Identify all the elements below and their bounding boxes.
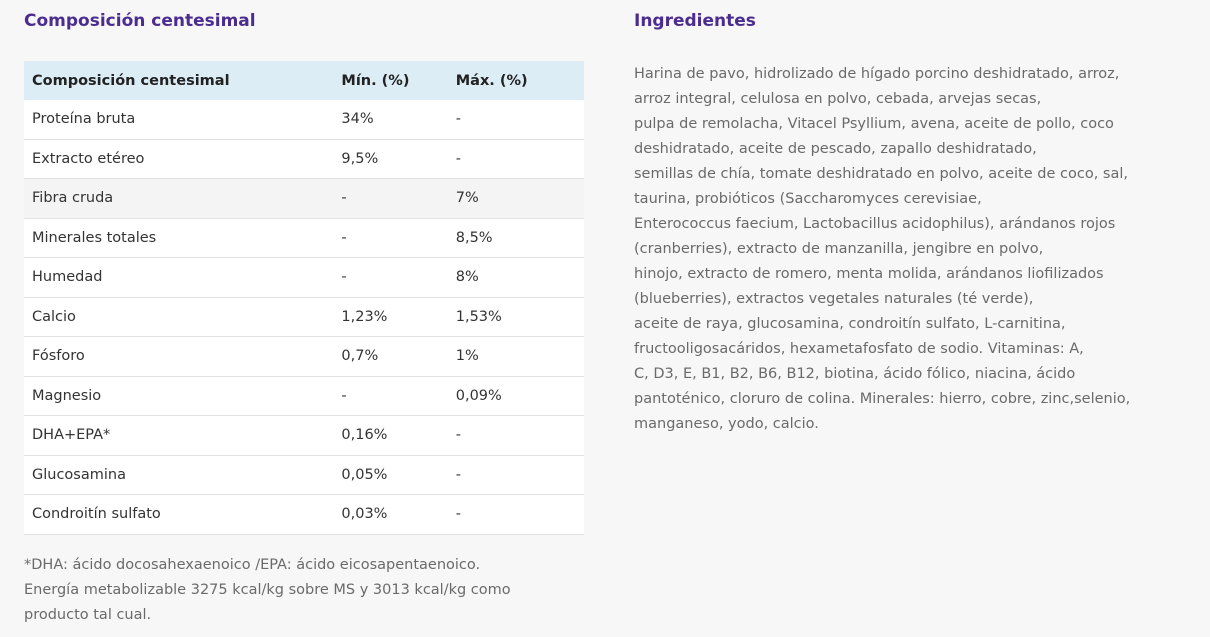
composition-table [24, 61, 584, 535]
ingredients-line: semillas de chía, tomate deshidratado en polvo, aceite de coco, sal, [634, 166, 1128, 182]
nutrient-max: - [448, 416, 584, 456]
nutrient-name: Glucosamina [24, 455, 333, 495]
table-row [24, 376, 584, 416]
nutrient-name: Fibra cruda [24, 179, 333, 219]
nutrient-name: Minerales totales [24, 218, 333, 258]
ingredients-line: deshidratado, aceite de pescado, zapallo deshidratado, [634, 141, 1037, 157]
composition-footnote [24, 553, 584, 628]
nutrient-min: - [333, 179, 447, 219]
ingredients-title: Ingredientes [634, 11, 756, 31]
nutrient-min: 0,05% [333, 455, 447, 495]
nutrient-max: 8,5% [448, 218, 584, 258]
header-min: Mín. (%) [333, 61, 447, 100]
nutrient-name: Fósforo [24, 337, 333, 377]
footnote-line: Energía metabolizable 3275 kcal/kg sobre MS y 3013 kcal/kg como [24, 582, 511, 598]
ingredients-line: taurina, probióticos (Saccharomyces cerevisiae, [634, 191, 982, 207]
footnote-line: *DHA: ácido docosahexaenoico /EPA: ácido eicosapentaenoico. [24, 557, 481, 573]
nutrient-min: 34% [333, 100, 447, 139]
nutrient-name: Calcio [24, 297, 333, 337]
header-composition: Composición centesimal [24, 61, 333, 100]
ingredients-line: Harina de pavo, hidrolizado de hígado porcino deshidratado, arroz, [634, 66, 1120, 82]
table-row [24, 258, 584, 298]
table-row [24, 297, 584, 337]
ingredients-line: manganeso, yodo, calcio. [634, 416, 819, 432]
ingredients-line: Enterococcus faecium, Lactobacillus acidophilus), arándanos rojos [634, 216, 1116, 232]
nutrient-max: - [448, 495, 584, 535]
ingredients-line: aceite de raya, glucosamina, condroitín sulfato, L-carnitina, [634, 316, 1066, 332]
nutrient-min: 0,7% [333, 337, 447, 377]
nutrient-min: - [333, 258, 447, 298]
nutrient-max: 1% [448, 337, 584, 377]
table-row [24, 179, 584, 219]
nutrient-max: - [448, 100, 584, 139]
header-max: Máx. (%) [448, 61, 584, 100]
nutrient-min: - [333, 218, 447, 258]
nutrient-name: Humedad [24, 258, 333, 298]
nutrient-min: - [333, 376, 447, 416]
nutrient-max: 7% [448, 179, 584, 219]
ingredients-line: (blueberries), extractos vegetales naturales (té verde), [634, 291, 1034, 307]
nutrient-max: 0,09% [448, 376, 584, 416]
ingredients-line: pulpa de remolacha, Vitacel Psyllium, avena, aceite de pollo, coco [634, 116, 1114, 132]
nutrient-min: 1,23% [333, 297, 447, 337]
composition-title: Composición centesimal [24, 11, 256, 31]
table-row [24, 218, 584, 258]
ingredients-line: arroz integral, celulosa en polvo, cebada, arvejas secas, [634, 91, 1042, 107]
table-row [24, 100, 584, 139]
ingredients-line: C, D3, E, B1, B2, B6, B12, biotina, ácido fólico, niacina, ácido [634, 366, 1076, 382]
nutrient-max: - [448, 139, 584, 179]
nutrient-name: Extracto etéreo [24, 139, 333, 179]
nutrient-min: 0,16% [333, 416, 447, 456]
nutrient-min: 9,5% [333, 139, 447, 179]
nutrient-name: Proteína bruta [24, 100, 333, 139]
nutrient-max: - [448, 455, 584, 495]
ingredients-line: hinojo, extracto de romero, menta molida, arándanos liofilizados [634, 266, 1104, 282]
nutrient-min: 0,03% [333, 495, 447, 535]
nutrient-max: 8% [448, 258, 584, 298]
table-header-row [24, 61, 584, 100]
table-row [24, 495, 584, 535]
table-row [24, 139, 584, 179]
ingredients-line: pantoténico, cloruro de colina. Minerales: hierro, cobre, zinc,selenio, [634, 391, 1131, 407]
table-row [24, 337, 584, 377]
ingredients-line: (cranberries), extracto de manzanilla, jengibre en polvo, [634, 241, 1044, 257]
ingredients-text [634, 62, 1194, 437]
table-row [24, 416, 584, 456]
table-row [24, 455, 584, 495]
nutrient-name: Condroitín sulfato [24, 495, 333, 535]
ingredients-line: fructooligosacáridos, hexametafosfato de sodio. Vitaminas: A, [634, 341, 1084, 357]
footnote-line: producto tal cual. [24, 607, 152, 623]
nutrient-max: 1,53% [448, 297, 584, 337]
nutrient-name: DHA+EPA* [24, 416, 333, 456]
nutrient-name: Magnesio [24, 376, 333, 416]
